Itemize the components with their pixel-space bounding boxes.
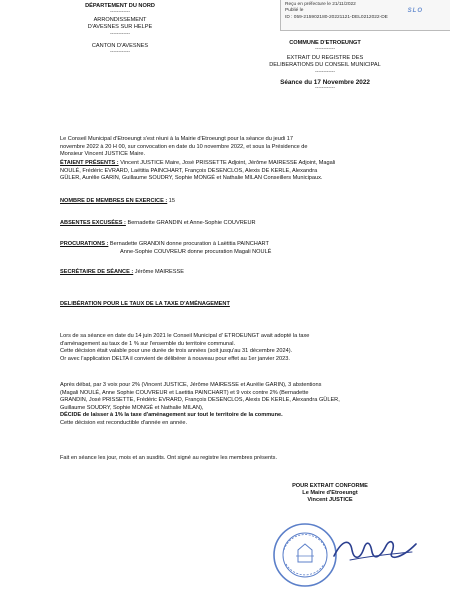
intro-line: novembre 2022 à 20 H 00, sur convocation en date du 10 novembre 2022, et sous la Présidence de — [60, 143, 308, 150]
extrait-title-1: EXTRAIT DU REGISTRE DES — [286, 55, 364, 62]
separator: ------------ — [315, 46, 335, 53]
separator: ------------ — [315, 84, 335, 91]
procuration-line: Anne-Sophie COUVREUR donne procuration Magali NOULÉ — [120, 248, 272, 255]
receipt-line-published: Publié le — [285, 8, 304, 14]
closing-sentence: Fait en séance les jour, mois et an susdits. Ont signé au registre les membres présents. — [60, 455, 278, 461]
deliberation-paragraph-2 — [60, 382, 420, 428]
intro-line: Le Conseil Municipal d'Etroeungt s'est réuni à la Mairie d'Etroeungt pour la séance du jeudi 17 — [60, 136, 293, 142]
nombre-membres — [60, 198, 420, 206]
deliberation-title: DELIBÉRATION POUR LE TAUX DE LA TAXE D'AMÉNAGEMENT — [60, 301, 230, 307]
canton-label: CANTON D'AVESNES — [91, 42, 149, 49]
presents-line: Vincent JUSTICE Maire, José PRISSETTE Adjoint, Jérôme MAIRESSE Adjoint, Magali — [118, 160, 336, 166]
department-label: DÉPARTEMENT DU NORD — [85, 3, 155, 9]
maire-name: Vincent JUSTICE — [307, 497, 353, 504]
presents-line: GÜLER, Aurélie GARIN, Guillaume SOUDRY, Sophie MONGÉ et Nathalie MILAN Conseillers Municipaux. — [60, 175, 323, 182]
paragraph-line: Or avec l'application DELTA il convient de délibérer à nouveau pour effet au 1er janvier 2023. — [60, 355, 290, 362]
intro-line: Monsieur Vincent JUSTICE Maire. — [60, 151, 146, 158]
arrondissement-label: ARRONDISSEMENT — [93, 17, 147, 24]
separator: ------------ — [315, 68, 335, 75]
absentes-label: ABSENTES EXCUSÉES : — [60, 220, 126, 226]
receipt-line-id: ID : 059-215902180-20221121-DEL0212022-DE — [285, 14, 388, 20]
signature-block — [270, 483, 390, 505]
deliberation-paragraph-1 — [60, 333, 420, 363]
mayor-signature-icon — [330, 530, 420, 570]
arrondissement-name: D'AVESNES SUR HELPE — [87, 24, 153, 31]
receipt-stamp-box — [280, 0, 450, 31]
nombre-label: NOMBRE DE MEMBRES EN EXERCICE : — [60, 198, 168, 204]
procurations — [60, 241, 420, 256]
presents-section — [60, 160, 420, 183]
receipt-line-received: Reçu en préfecture le 21/11/2022 — [285, 2, 356, 7]
slo-logo: SLO — [407, 8, 423, 14]
seance-date: Séance du 17 Novembre 2022 — [280, 78, 370, 86]
header-left — [60, 3, 180, 55]
intro-paragraph — [60, 136, 420, 159]
procuration-line: Bernadette GRANDIN donne procuration à Laëtitia PAINCHART — [108, 241, 269, 247]
procurations-label: PROCURATIONS : — [60, 241, 109, 247]
paragraph-line: Cette décision était valable pour une durée de trois années (soit jusqu'au 31 décembre 2024). — [60, 348, 293, 355]
separator: ------------ — [110, 9, 130, 16]
secretaire-value: Jérôme MAIRESSE — [133, 269, 184, 275]
absentes-excusees — [60, 220, 420, 228]
header-right — [240, 40, 410, 91]
nombre-value: 15 — [167, 198, 176, 204]
extrait-title-2: DELIBERATIONS DU CONSEIL MUNICIPAL — [269, 62, 381, 69]
extrait-conforme: POUR EXTRAIT CONFORME — [292, 483, 368, 489]
paragraph-line: (Magali NOULÉ, Anne Sophie COUVREUR et Laetitia PAINCHART) et 9 voix contre 2% (Bernadette — [60, 389, 309, 396]
separator: ------------ — [110, 48, 130, 55]
paragraph-line: GRANDIN, José PRISSETTE, Frédéric EVRARD, François DESENCLOS, Alexis DE KERLE, Alexandra GÜLER, — [60, 397, 340, 404]
paragraph-line: Cette décision est reconductible d'année en année. — [60, 419, 188, 426]
paragraph-line: d'aménagement au taux de 1 % sur l'ensemble du territoire communal. — [60, 340, 236, 347]
commune-title: COMMUNE D'ETROEUNGT — [289, 40, 361, 46]
secretaire-label: SECRÉTAIRE DE SÉANCE : — [60, 269, 134, 275]
separator: ------------ — [110, 30, 130, 37]
paragraph-line: Guillaume SOUDRY, Sophie MONGÉ et Nathalie MILAN), — [60, 404, 204, 411]
presents-line: NOULÉ, Frédéric EVRARD, Laëtitia PAINCHART, François DESENCLOS, Alexis DE KERLE, Alexandra — [60, 167, 318, 174]
absentes-value: Bernadette GRANDIN et Anne-Sophie COUVREUR — [125, 220, 256, 226]
secretaire-seance — [60, 269, 420, 277]
paragraph-line: Après débat, par 3 voix pour 2% (Vincent JUSTICE, Jérôme MAIRESSE et Aurélie GARIN), 3 abstentions — [60, 382, 322, 388]
paragraph-line: Lors de sa séance en date du 14 juin 2021 le Conseil Municipal d' ETROEUNGT avait adopté la taxe — [60, 333, 310, 339]
maire-title: Le Maire d'Etroeungt — [302, 490, 358, 497]
presents-label: ÉTAIENT PRÉSENTS : — [60, 160, 119, 166]
paragraph-line-decision: DÉCIDE de laisser à 1% la taxe d'aménagement sur tout le territoire de la commune. — [60, 412, 283, 419]
